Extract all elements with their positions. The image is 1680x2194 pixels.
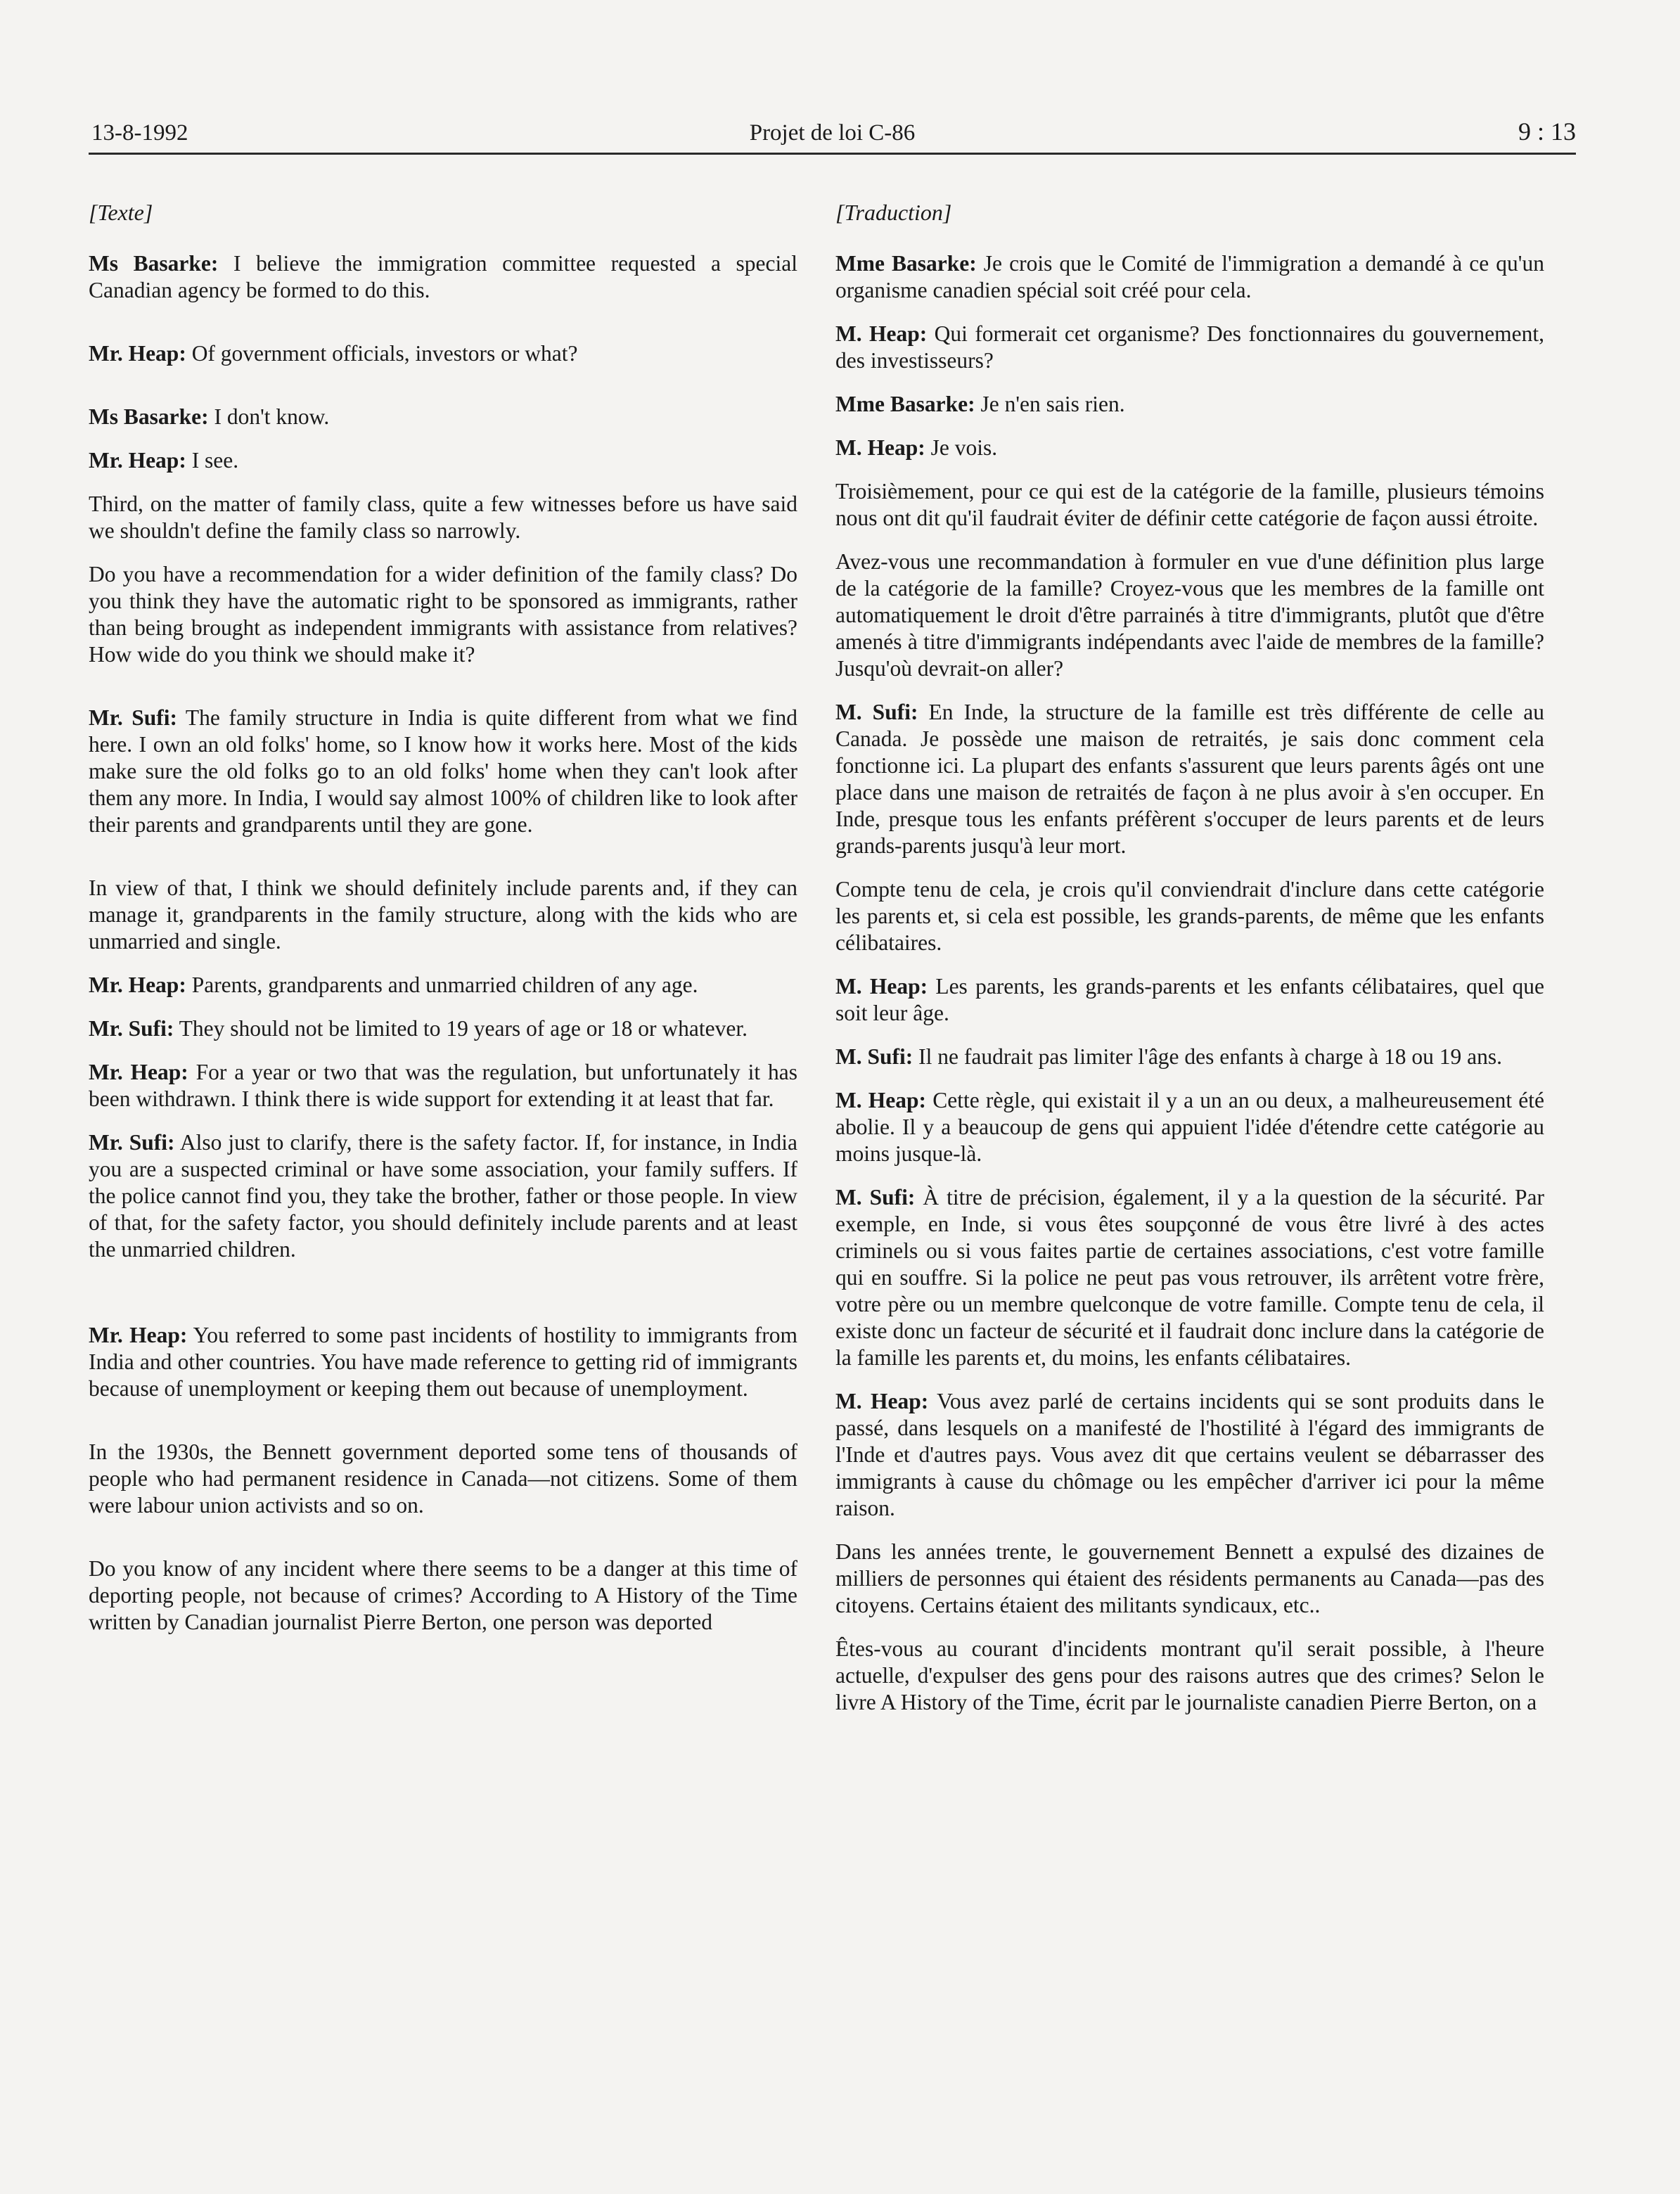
paragraph-text: Il ne faudrait pas limiter l'âge des enfants à charge à 18 ou 19 ans. (913, 1044, 1503, 1069)
transcript-paragraph (835, 876, 1544, 956)
english-column (89, 198, 797, 1653)
paragraph-text: Êtes-vous au courant d'incidents montrant qu'il serait possible, à l'heure actuelle, d'expulser des gens pour des raisons autres que des crimes? Selon le livre A History of the Time, écrit par le journaliste canadien Pierre Berton, on a (835, 1636, 1544, 1714)
paragraph-text: Do you have a recommendation for a wider definition of the family class? Do you think they have the automatic right to be sponsored as immigrants, rather than being brought as independent immigrants with assistance from relatives? How wide do you think we should make it? (89, 562, 797, 667)
paragraph-text: I believe the immigration committee requested a special Canadian agency be formed to do this. (89, 251, 798, 302)
speaker-name: M. Sufi: (835, 1185, 916, 1210)
transcript-paragraph (89, 1439, 797, 1519)
speaker-name: Mr. Sufi: (89, 705, 177, 730)
paragraph-text: Compte tenu de cela, je crois qu'il conviendrait d'inclure dans cette catégorie les parents et, si cela est possible, les grands-parents, de même que les enfants célibataires. (835, 877, 1544, 955)
speaker-name: Mr. Heap: (89, 448, 186, 473)
paragraph-text: The family structure in India is quite different from what we find here. I own an old folks' home, so I know how it works here. Most of the kids make sure the old folks go to an old folks' home when they can't look after them any more. In India, I would say almost 100% of children like to look after their parents and grandparents until they are gone. (89, 705, 797, 837)
transcript-paragraph (89, 1059, 797, 1112)
paragraph-text: Je vois. (925, 435, 998, 460)
paragraph-text: They should not be limited to 19 years of age or 18 or whatever. (174, 1016, 748, 1041)
paragraph-text: Parents, grandparents and unmarried children of any age. (186, 973, 698, 997)
transcript-paragraph (89, 404, 797, 430)
transcript-paragraph (89, 1015, 797, 1042)
header-title: Projet de loi C-86 (749, 120, 916, 146)
speaker-name: Mme Basarke: (835, 392, 975, 416)
speaker-name: Mr. Sufi: (89, 1016, 174, 1041)
paragraph-text: Avez-vous une recommandation à formuler en vue d'une définition plus large de la catégorie de la famille? Croyez-vous que les membres de la famille ont automatiquement le droit d'être parrainés à titre d'immigrants, plutôt que d'être amenés à titre d'immigrants indépendants avec l'aide de membres de la famille? Jusqu'où devrait-on aller? (835, 549, 1544, 681)
transcript-paragraph (89, 1322, 797, 1402)
speaker-name: Mr. Heap: (89, 341, 186, 366)
header-date: 13-8-1992 (91, 120, 188, 146)
transcript-paragraph (89, 1555, 797, 1636)
paragraph-text: In the 1930s, the Bennett government deported some tens of thousands of people who had permanent residence in Canada—not citizens. Some of them were labour union activists and so on. (89, 1439, 797, 1518)
paragraph-text: Je crois que le Comité de l'immigration a demandé à ce qu'un organisme canadien spécial soit créé pour cela. (835, 251, 1544, 302)
paragraph-text: En Inde, la structure de la famille est très différente de celle au Canada. Je possède une maison de retraités, je sais donc comment cela fonctionne ici. La plupart des enfants s'assurent que leurs parents âgés ont une place dans une maison de retraités de façon à ne plus avoir à s'en occuper. En Inde, presque tous les enfants préfèrent s'occuper de leurs parents et de leurs grands-parents jusqu'à leur mort. (835, 700, 1545, 858)
french-section-tag: [Traduction] (835, 200, 952, 225)
speaker-name: M. Heap: (835, 974, 928, 999)
paragraph-text: Vous avez parlé de certains incidents qui se sont produits dans le passé, dans lesquels on a manifesté de l'hostilité à l'égard des immigrants de l'Inde et d'autres pays. Vous avez dit que certains veulent se débarrasser des immigrants à cause du chômage ou les empêcher d'arriver ici pour la même raison. (835, 1389, 1544, 1520)
transcript-paragraph (89, 1129, 797, 1263)
speaker-name: Ms Basarke: (89, 251, 219, 276)
speaker-name: M. Heap: (835, 321, 928, 346)
transcript-paragraph (835, 548, 1544, 682)
paragraph-text: Je n'en sais rien. (975, 392, 1125, 416)
header-page-number: 9 : 13 (1518, 117, 1576, 146)
transcript-paragraph (835, 973, 1544, 1027)
speaker-name: Mr. Heap: (89, 973, 186, 997)
transcript-paragraph (89, 875, 797, 955)
transcript-paragraph (835, 478, 1544, 532)
paragraph-text: You referred to some past incidents of hostility to immigrants from India and other countries. You have made reference to getting rid of immigrants because of unemployment or keeping them out because of unemployment. (89, 1323, 797, 1401)
paragraph-text: In view of that, I think we should definitely include parents and, if they can manage it, grandparents in the family structure, along with the kids who are unmarried and single. (89, 875, 797, 954)
paragraph-text: Cette règle, qui existait il y a un an ou deux, a malheureusement été abolie. Il y a beaucoup de gens qui appuient l'idée d'étendre cette catégorie au moins jusque-là. (835, 1088, 1544, 1166)
transcript-paragraph (835, 1087, 1544, 1167)
transcript-paragraph (835, 699, 1544, 859)
transcript-paragraph (835, 1184, 1544, 1371)
transcript-paragraph (835, 1539, 1544, 1619)
speaker-name: M. Sufi: (835, 1044, 913, 1069)
transcript-paragraph (835, 1388, 1544, 1522)
paragraph-text: Qui formerait cet organisme? Des fonctionnaires du gouvernement, des investisseurs? (835, 321, 1545, 373)
paragraph-text: I see. (186, 448, 239, 473)
transcript-paragraph (835, 1044, 1544, 1070)
paragraph-text: Troisièmement, pour ce qui est de la catégorie de la famille, plusieurs témoins nous ont dit qu'il faudrait éviter de définir cette catégorie de façon aussi étroite. (835, 479, 1544, 530)
transcript-paragraph (89, 705, 797, 838)
transcript-paragraph (89, 561, 797, 668)
speaker-name: Mr. Sufi: (89, 1130, 175, 1155)
english-section-tag: [Texte] (89, 200, 153, 225)
paragraph-text: Les parents, les grands-parents et les enfants célibataires, quel que soit leur âge. (835, 974, 1544, 1025)
transcript-paragraph (89, 491, 797, 544)
transcript-paragraph (835, 1636, 1544, 1716)
transcript-paragraph (835, 391, 1544, 418)
speaker-name: Ms Basarke: (89, 404, 209, 429)
paragraph-text: Dans les années trente, le gouvernement Bennett a expulsé des dizaines de milliers de personnes qui étaient des résidents permanents au Canada—pas des citoyens. Certains étaient des militants syndicaux, etc.. (835, 1539, 1544, 1617)
speaker-name: Mme Basarke: (835, 251, 977, 276)
transcript-paragraph (89, 340, 797, 367)
transcript-paragraph (835, 250, 1544, 304)
paragraph-text: Do you know of any incident where there seems to be a danger at this time of deporting people, not because of crimes? According to A History of the Time written by Canadian journalist Pierre Berton, one person was deported (89, 1556, 797, 1634)
speaker-name: M. Heap: (835, 435, 925, 460)
transcript-paragraph (835, 435, 1544, 461)
transcript-paragraph (89, 250, 797, 304)
transcript-paragraph (89, 972, 797, 999)
paragraph-text: Of government officials, investors or what? (186, 341, 578, 366)
transcript-paragraph (835, 321, 1544, 374)
french-column (835, 198, 1544, 1733)
page-header (89, 113, 1576, 155)
speaker-name: M. Heap: (835, 1088, 927, 1112)
speaker-name: Mr. Heap: (89, 1060, 188, 1084)
paragraph-text: Also just to clarify, there is the safety factor. If, for instance, in India you are a suspected criminal or have some association, your family suffers. If the police cannot find you, they take the brother, father or those people. In view of that, for the safety factor, you should definitely include parents and at least the unmarried children. (89, 1130, 797, 1262)
paragraph-text: For a year or two that was the regulation, but unfortunately it has been withdrawn. I think there is wide support for extending it at least that far. (89, 1060, 797, 1111)
paragraph-text: I don't know. (208, 404, 330, 429)
speaker-name: M. Heap: (835, 1389, 929, 1413)
paragraph-text: Third, on the matter of family class, quite a few witnesses before us have said we shouldn't define the family class so narrowly. (89, 492, 797, 543)
paragraph-text: À titre de précision, également, il y a la question de la sécurité. Par exemple, en Inde, si vous êtes soupçonné de vous être livré à des actes criminels ou si vous faites partie de certaines associations, c'est votre famille qui en souffre. Si la police ne peut pas vous retrouver, ils arrêtent votre frère, votre père ou un membre quelconque de votre famille. Compte tenu de cela, il existe donc un facteur de sécurité et il faudrait donc inclure dans la catégorie de la famille les parents et, du moins, les enfants célibataires. (835, 1185, 1545, 1370)
header-rule (89, 153, 1576, 155)
speaker-name: Mr. Heap: (89, 1323, 188, 1347)
speaker-name: M. Sufi: (835, 700, 918, 724)
transcript-paragraph (89, 447, 797, 474)
